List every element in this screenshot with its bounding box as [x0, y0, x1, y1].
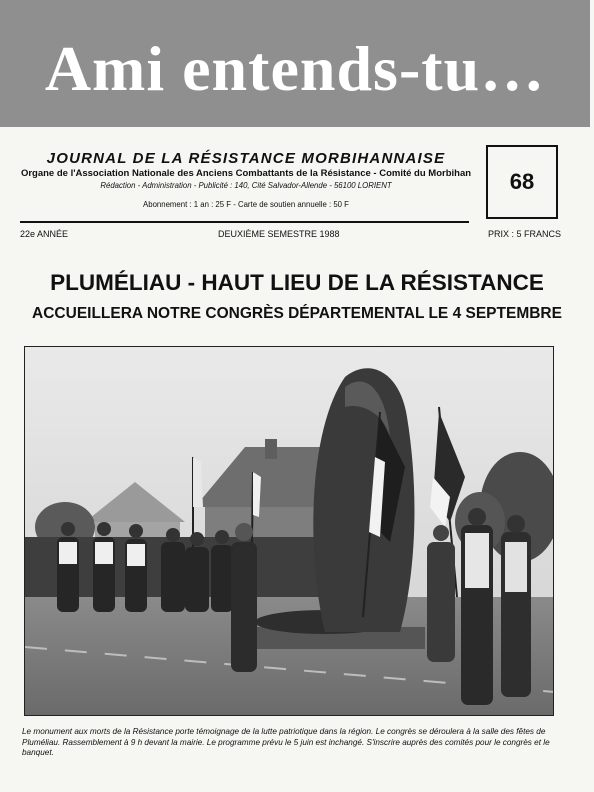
organe-line: Organe de l'Association Nationale des Anciens Combattants de la Résistance - Comité du Morbihan	[20, 168, 472, 179]
journal-subtitle: JOURNAL DE LA RÉSISTANCE MORBIHANNAISE	[46, 150, 446, 167]
semester-label: DEUXIÈME SEMESTRE 1988	[218, 229, 340, 239]
headline-sub: ACCUEILLERA NOTRE CONGRÈS DÉPARTEMENTAL LE 4 SEPTEMBRE	[32, 305, 562, 322]
header-rule	[20, 221, 469, 223]
abonnement-line: Abonnement : 1 an : 25 F - Carte de soutien annuelle : 50 F	[143, 200, 349, 209]
photo-caption: Le monument aux morts de la Résistance porte témoignage de la lutte patriotique dans la région. Le congrès se déroulera à la salle des fêtes de Pluméliau. Rassemblement à 9 h devant la mairie. Le programme prévu le 5 juin est inchangé. S'inscrire auprès des comités pour le congrès et le banquet.	[22, 727, 550, 757]
price-label: PRIX : 5 FRANCS	[488, 229, 562, 239]
redaction-address: Rédaction - Administration - Publicité : 140, Cité Salvador-Allende - 56100 LORIENT	[100, 181, 392, 190]
masthead-banner	[0, 0, 590, 127]
monument-photo-illustration	[25, 347, 554, 716]
masthead-title: Ami entends-tu…	[44, 33, 546, 104]
issue-number: 68	[509, 169, 535, 194]
headline-main: PLUMÉLIAU - HAUT LIEU DE LA RÉSISTANCE	[50, 270, 544, 295]
year-label: 22e ANNÉE	[20, 229, 69, 239]
issue-number-box	[486, 145, 558, 219]
monument-photo	[24, 346, 554, 716]
